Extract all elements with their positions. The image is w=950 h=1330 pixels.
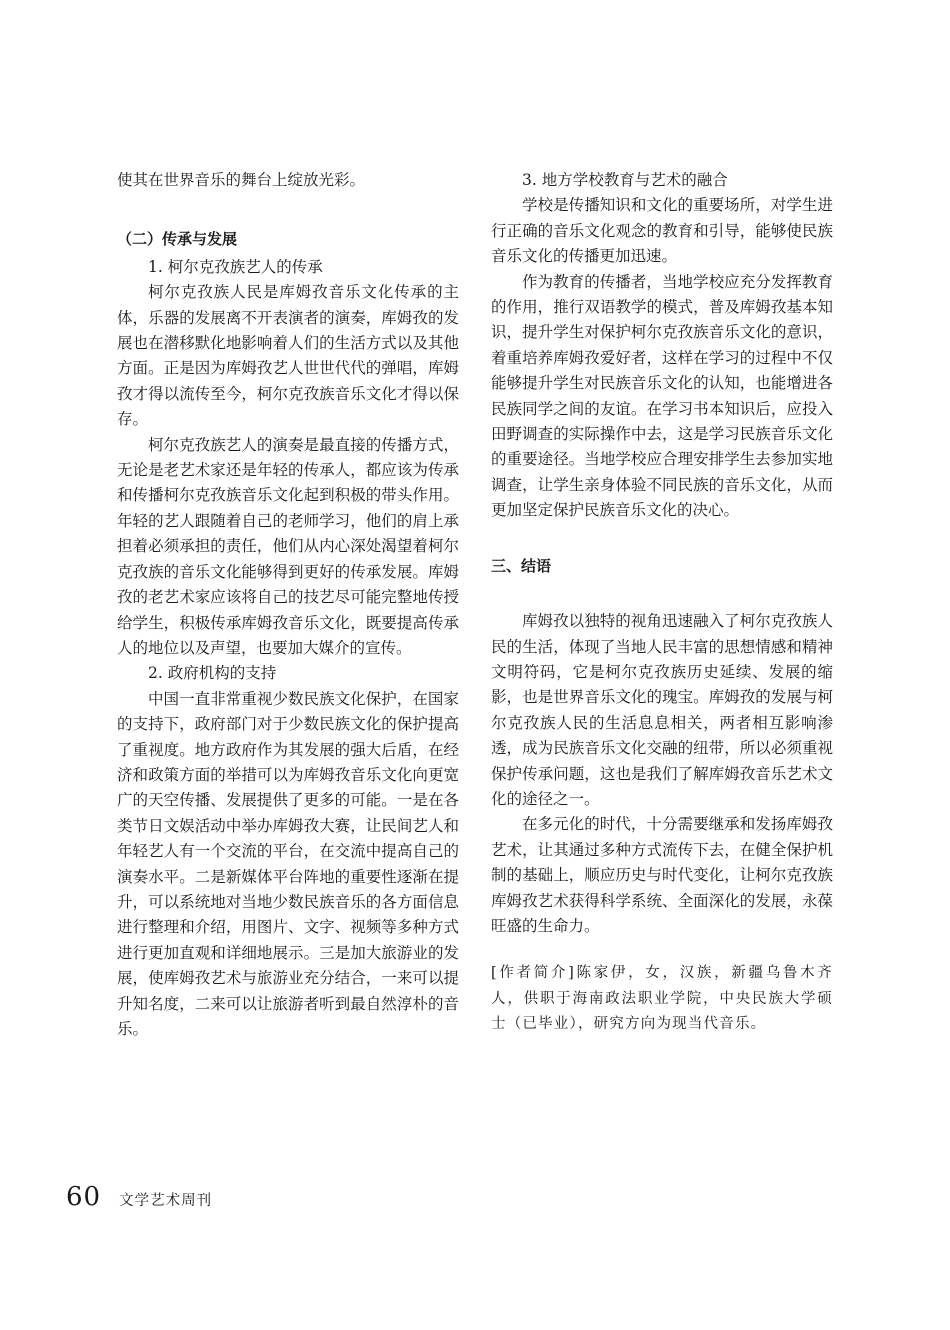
author-bio: [作者简介]陈家伊，女，汉族，新疆乌鲁木齐人，供职于海南政法职业学院，中央民族大学硕士（已毕业），研究方向为现当代音乐。 — [491, 965, 833, 1033]
paragraph-conclusion-2: 在多元化的时代，十分需要继承和发扬库姆孜艺术，让其通过多种方式流传下去，在健全保护机制的基础上，顺应历史与时代变化，让柯尔克孜族库姆孜艺术获得科学系统、全面深化的发展，永葆旺盛的生命力。 — [491, 815, 833, 935]
section-heading-conclusion: 三、结语 — [491, 556, 552, 575]
paragraph-conclusion-1: 库姆孜以独特的视角迅速融入了柯尔克孜族人民的生活，体现了当地人民丰富的思想情感和精神文明符码，它是柯尔克孜族历史延续、发展的缩影，也是世界音乐文化的瑰宝。库姆孜的发展与柯尔克孜族人民的生活息息相关，两者相互影响渗透，成为民族音乐文化交融的纽带，所以必须重视保护传承问题，这也是我们了解库姆孜音乐艺术文化的途径之一。 — [491, 612, 833, 808]
paragraph-school-1: 学校是传播知识和文化的重要场所，对学生进行正确的音乐文化观念的教育和引导，能够使民族音乐文化的传播更加迅速。 — [491, 196, 833, 266]
journal-name: 文学艺术周刊 — [119, 1193, 213, 1209]
paragraph-artists-2: 柯尔克孜族艺人的演奏是最直接的传播方式，无论是老艺术家还是年轻的传承人，都应该为传承和传播柯尔克孜族音乐文化起到积极的带头作用。年轻的艺人跟随着自己的老师学习，他们的肩上承担着必须承担的责任，他们从内心深处渴望着柯尔克孜族的音乐文化能够得到更好的传承发展。库姆孜的老艺术家应该将自己的技艺尽可能完整地传授给学生，积极传承库姆孜音乐文化，既要提高传承人的地位以及声望，也要加大媒介的宣传。 — [117, 435, 459, 657]
page-footer — [66, 1182, 212, 1212]
paragraph-government: 中国一直非常重视少数民族文化保护，在国家的支持下，政府部门对于少数民族文化的保护提高了重视度。地方政府作为其发展的强大后盾，在经济和政策方面的举措可以为库姆孜音乐文化向更宽广的天空传播、发展提供了更多的可能。一是在各类节日文娱活动中举办库姆孜大赛，让民间艺人和年轻艺人有一个交流的平台，在交流中提高自己的演奏水平。二是新媒体平台阵地的重要性逐渐在提升，可以系统地对当地少数民族音乐的各方面信息进行整理和介绍，用图片、文字、视频等多种方式进行更加直观和详细地展示。三是加大旅游业的发展，使库姆孜艺术与旅游业充分结合，一来可以提升知名度，二来可以让旅游者听到最自然淳朴的音乐。 — [117, 689, 459, 1038]
paragraph-school-2: 作为教育的传播者，当地学校应充分发挥教育的作用，推行双语教学的模式，普及库姆孜基本知识，提升学生对保护柯尔克孜族音乐文化的意识，着重培养库姆孜爱好者，这样在学习的过程中不仅能够提升学生对民族音乐文化的认知，也能增进各民族同学之间的友谊。在学习书本知识后，应投入田野调查的实际操作中去，这是学习民族音乐文化的重要途径。当地学校应合理安排学生去参加实地调查，让学生亲身体验不同民族的音乐文化，从而更加坚定保护民族音乐文化的决心。 — [491, 272, 833, 520]
subheading-artists: 1. 柯尔克孜族艺人的传承 — [148, 257, 323, 276]
left-column — [117, 168, 459, 1042]
paragraph-intro: 使其在世界音乐的舞台上绽放光彩。 — [117, 171, 366, 189]
subheading-government: 2. 政府机构的支持 — [148, 664, 277, 683]
right-column — [491, 168, 833, 1038]
page-number: 60 — [66, 1182, 102, 1212]
section-heading-inheritance: （二）传承与发展 — [117, 230, 238, 249]
subheading-school: 3. 地方学校教育与艺术的融合 — [522, 171, 728, 189]
paragraph-artists-1: 柯尔克孜族人民是库姆孜音乐文化传承的主体，乐器的发展离不开表演者的演奏，库姆孜的发展也在潜移默化地影响着人们的生活方式以及其他方面。正是因为库姆孜艺人世世代代的弹唱，库姆孜才得以流传至今，柯尔克孜族音乐文化才得以保存。 — [117, 283, 459, 429]
